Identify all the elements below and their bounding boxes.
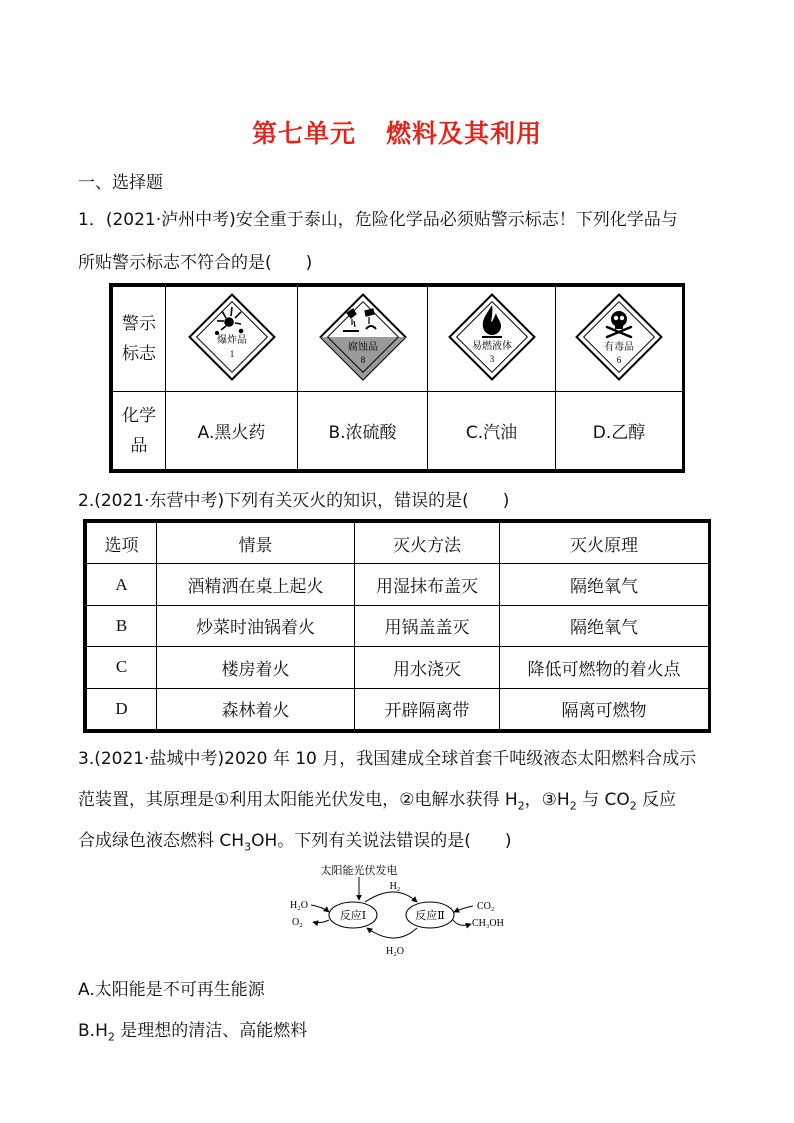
svg-text:爆炸品: 爆炸品: [216, 334, 247, 346]
q3-option-a: A.太阳能是不可再生能源: [78, 980, 265, 1000]
q3-line2: 范装置，其原理是①利用太阳能光伏发电，②电解水获得 $H_2$，$③H_2$ 与 $CO_2$ 反应: [78, 790, 677, 813]
svg-text:8: 8: [360, 354, 365, 365]
q1-table: [109, 283, 685, 473]
table-row: B 炒菜时油锅着火 用锅盖盖灭 隔绝氧气: [87, 605, 709, 646]
diagram-solar-label: 太阳能光伏发电: [320, 865, 398, 877]
q3-line1: 3.(2021·盐城中考)2020 年 10 月，我国建成全球首套千吨级液态太阳燃料合成示: [78, 749, 697, 769]
reaction-1-label: 反应Ⅰ: [339, 910, 367, 922]
sign-cell-toxic: [556, 287, 683, 392]
q2-header-row: [87, 523, 709, 564]
skull-icon: [573, 291, 665, 383]
q1-line2: 所贴警示标志不符合的是( ): [78, 253, 313, 273]
diagram-o2-left: O₂: [292, 917, 303, 928]
q1-line1: 1．(2021·泸州中考)安全重于泰山，危险化学品必须贴警示标志！下列化学品与: [78, 210, 678, 230]
q2-header-method: 灭火方法: [355, 523, 500, 564]
svg-text:有毒品: 有毒品: [604, 341, 634, 353]
q2-header-principle: 灭火原理: [500, 523, 709, 564]
diagram-h2o-bottom: H₂O: [386, 946, 404, 957]
table-row: A 酒精洒在桌上起火 用湿抹布盖灭 隔绝氧气: [87, 564, 709, 605]
q3-option-b: $B.H_2$ 是理想的清洁、高能燃料: [78, 1021, 308, 1044]
corrosive-icon: [317, 291, 409, 383]
svg-text:易燃液体: 易燃液体: [471, 340, 512, 352]
sign-cell-flammable: [428, 287, 556, 392]
q2-line: 2.(2021·东营中考)下列有关灭火的知识，错误的是( ): [78, 491, 510, 511]
explosive-icon: [186, 291, 278, 383]
sign-cell-corrosive: [298, 287, 428, 392]
q1-row-header-chemicals: 化学 品: [113, 392, 166, 470]
flame-icon: [446, 291, 538, 383]
q2-header-scene: 情景: [157, 523, 355, 564]
svg-text:6: 6: [616, 354, 622, 365]
page-title: 第七单元 燃料及其利用: [251, 119, 543, 148]
sign-cell-explosive: [166, 287, 298, 392]
q1-option-b: B.浓硫酸: [298, 392, 428, 470]
table-row: D 森林着火 开辟隔离带 隔离可燃物: [87, 688, 709, 729]
svg-text:1: 1: [229, 348, 234, 359]
q3-line3: 合成绿色液态燃料 $CH_3OH$。下列有关说法错误的是( ): [78, 831, 512, 854]
q1-option-d: D.乙醇: [556, 392, 683, 470]
diagram-h2-top: H₂: [389, 881, 401, 892]
section-heading: 一、选择题: [78, 173, 163, 193]
svg-text:3: 3: [489, 353, 494, 364]
svg-text:腐蚀品: 腐蚀品: [347, 341, 378, 353]
q1-option-c: C.汽油: [428, 392, 556, 470]
q1-option-a: A.黑火药: [166, 392, 298, 470]
q1-row-header-signs: 警示 标志: [113, 287, 166, 392]
diagram-co2-right: CO₂: [477, 901, 495, 912]
q2-table: [83, 519, 711, 733]
q2-header-option: 选项: [87, 523, 157, 564]
q3-reaction-diagram: [287, 860, 522, 958]
table-row: C 楼房着火 用水浇灭 降低可燃物的着火点: [87, 647, 709, 688]
diagram-ch3oh-right: CH₃OH: [472, 918, 504, 929]
reaction-2-label: 反应Ⅱ: [415, 910, 445, 922]
diagram-h2o-left: H₂O: [290, 900, 308, 911]
